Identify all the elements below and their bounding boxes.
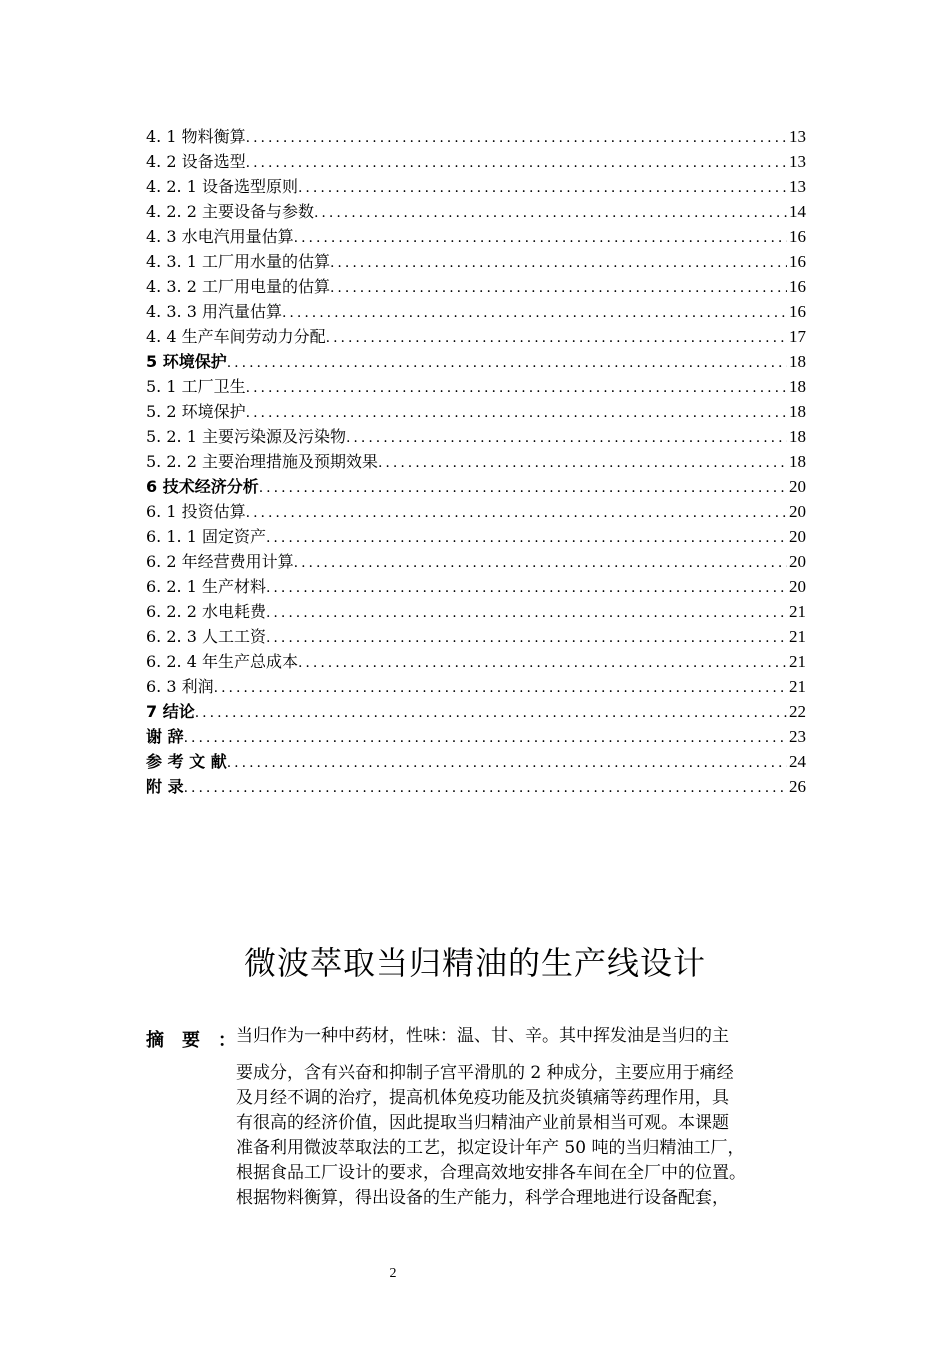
toc-entry-label: 6 技术经济分析	[146, 477, 259, 496]
toc-entry-page: 16	[789, 277, 806, 296]
toc-entry-label: 6. 2. 2 水电耗费	[146, 602, 266, 621]
toc-entry[interactable]	[146, 349, 806, 374]
table-of-contents	[146, 124, 806, 799]
toc-entry-label: 6. 2. 4 年生产总成本	[146, 652, 298, 671]
toc-dot-leader	[282, 301, 787, 326]
toc-dot-leader	[266, 601, 787, 626]
toc-entry-page: 22	[789, 702, 806, 721]
toc-entry-label: 6. 2. 1 生产材料	[146, 577, 266, 596]
toc-entry[interactable]	[146, 399, 806, 424]
document-title: 微波萃取当归精油的生产线设计	[243, 944, 706, 982]
toc-entry-page: 21	[789, 627, 806, 646]
toc-dot-leader	[214, 676, 787, 701]
toc-entry[interactable]	[146, 499, 806, 524]
abstract-line: 要成分，含有兴奋和抑制子宫平滑肌的 2 种成分，主要应用于痛经	[236, 1063, 734, 1083]
toc-dot-leader	[314, 201, 787, 226]
toc-entry-label: 4. 2. 1 设备选型原则	[146, 177, 298, 196]
toc-entry-page: 18	[789, 377, 806, 396]
toc-entry[interactable]	[146, 624, 806, 649]
abstract-line: 当归作为一种中药材，性味：温、甘、辛。其中挥发油是当归的主	[236, 1026, 729, 1046]
toc-dot-leader	[246, 401, 787, 426]
toc-entry-label: 5. 2. 2 主要治理措施及预期效果	[146, 452, 378, 471]
toc-entry[interactable]	[146, 299, 806, 324]
toc-entry-page: 20	[789, 552, 806, 571]
toc-entry-label: 5 环境保护	[146, 352, 227, 371]
toc-entry[interactable]	[146, 199, 806, 224]
toc-entry-page: 24	[789, 752, 806, 771]
toc-dot-leader	[346, 426, 787, 451]
toc-entry[interactable]	[146, 424, 806, 449]
abstract-line: 及月经不调的治疗，提高机体免疫功能及抗炎镇痛等药理作用，具	[236, 1088, 729, 1108]
toc-entry-page: 18	[789, 352, 806, 371]
toc-entry-page: 21	[789, 652, 806, 671]
toc-dot-leader	[227, 351, 787, 376]
toc-entry-label: 6. 3 利润	[146, 677, 214, 696]
toc-dot-leader	[330, 276, 787, 301]
toc-entry[interactable]	[146, 524, 806, 549]
abstract-label: 摘要：	[146, 1030, 254, 1051]
toc-dot-leader	[330, 251, 787, 276]
toc-entry[interactable]	[146, 374, 806, 399]
toc-dot-leader	[326, 326, 787, 351]
toc-entry-page: 20	[789, 502, 806, 521]
toc-entry[interactable]	[146, 149, 806, 174]
toc-dot-leader	[246, 126, 787, 151]
toc-entry[interactable]	[146, 274, 806, 299]
abstract-line: 准备利用微波萃取法的工艺，拟定设计年产 50 吨的当归精油工厂，	[236, 1138, 745, 1158]
abstract-line: 有很高的经济价值，因此提取当归精油产业前景相当可观。本课题	[236, 1113, 729, 1133]
toc-entry[interactable]	[146, 249, 806, 274]
toc-dot-leader	[294, 226, 787, 251]
toc-entry-page: 21	[789, 677, 806, 696]
toc-dot-leader	[246, 376, 787, 401]
toc-entry-page: 16	[789, 302, 806, 321]
toc-entry[interactable]	[146, 549, 806, 574]
toc-dot-leader	[227, 751, 787, 776]
toc-entry[interactable]	[146, 449, 806, 474]
toc-entry[interactable]	[146, 174, 806, 199]
toc-entry-page: 14	[789, 202, 806, 221]
toc-entry[interactable]	[146, 124, 806, 149]
toc-dot-leader	[184, 726, 787, 751]
toc-entry-page: 18	[789, 402, 806, 421]
toc-dot-leader	[298, 176, 787, 201]
toc-dot-leader	[259, 476, 787, 501]
toc-entry-label: 谢 辞	[146, 727, 184, 746]
toc-dot-leader	[246, 151, 787, 176]
toc-entry-page: 18	[789, 427, 806, 446]
toc-entry[interactable]	[146, 699, 806, 724]
toc-dot-leader	[298, 651, 787, 676]
toc-entry-label: 5. 2. 1 主要污染源及污染物	[146, 427, 346, 446]
toc-dot-leader	[266, 526, 787, 551]
toc-entry-page: 16	[789, 252, 806, 271]
toc-entry-label: 附 录	[146, 777, 184, 796]
toc-entry-label: 5. 1 工厂卫生	[146, 377, 246, 396]
toc-dot-leader	[294, 551, 787, 576]
toc-entry-page: 13	[789, 127, 806, 146]
toc-entry-label: 参 考 文 献	[146, 752, 227, 771]
toc-entry-label: 4. 3. 3 用汽量估算	[146, 302, 282, 321]
toc-dot-leader	[378, 451, 787, 476]
toc-entry[interactable]	[146, 649, 806, 674]
toc-entry-page: 17	[789, 327, 806, 346]
toc-entry-label: 6. 2 年经营费用计算	[146, 552, 294, 571]
page-number: 2	[389, 1266, 397, 1281]
toc-entry[interactable]	[146, 749, 806, 774]
toc-entry[interactable]	[146, 599, 806, 624]
toc-entry-label: 4. 3. 2 工厂用电量的估算	[146, 277, 330, 296]
toc-entry-page: 20	[789, 477, 806, 496]
toc-entry-label: 6. 2. 3 人工工资	[146, 627, 266, 646]
toc-entry-page: 18	[789, 452, 806, 471]
toc-entry-label: 4. 2 设备选型	[146, 152, 246, 171]
toc-entry-label: 4. 4 生产车间劳动力分配	[146, 327, 326, 346]
abstract-line: 根据食品工厂设计的要求，合理高效地安排各车间在全厂中的位置。	[236, 1163, 746, 1183]
toc-entry[interactable]	[146, 224, 806, 249]
toc-entry-label: 4. 2. 2 主要设备与参数	[146, 202, 314, 221]
toc-dot-leader	[195, 701, 787, 726]
toc-entry-label: 5. 2 环境保护	[146, 402, 246, 421]
toc-dot-leader	[184, 776, 787, 801]
abstract-line: 根据物料衡算，得出设备的生产能力，科学合理地进行设备配套，	[236, 1188, 729, 1208]
toc-entry-page: 20	[789, 577, 806, 596]
toc-entry-page: 13	[789, 177, 806, 196]
toc-entry-label: 6. 1 投资估算	[146, 502, 246, 521]
toc-entry[interactable]	[146, 474, 806, 499]
toc-entry-label: 4. 1 物料衡算	[146, 127, 246, 146]
toc-entry[interactable]	[146, 324, 806, 349]
toc-entry-page: 26	[789, 777, 806, 796]
toc-entry-page: 21	[789, 602, 806, 621]
toc-entry-page: 20	[789, 527, 806, 546]
toc-entry[interactable]	[146, 774, 806, 799]
toc-dot-leader	[266, 626, 787, 651]
toc-entry-page: 13	[789, 152, 806, 171]
toc-entry-label: 4. 3 水电汽用量估算	[146, 227, 294, 246]
toc-dot-leader	[246, 501, 787, 526]
toc-entry[interactable]	[146, 574, 806, 599]
abstract-body	[236, 1024, 836, 1211]
toc-entry[interactable]	[146, 724, 806, 749]
toc-entry-page: 16	[789, 227, 806, 246]
toc-entry-label: 7 结论	[146, 702, 195, 721]
toc-entry[interactable]	[146, 674, 806, 699]
toc-entry-label: 4. 3. 1 工厂用水量的估算	[146, 252, 330, 271]
toc-entry-page: 23	[789, 727, 806, 746]
toc-dot-leader	[266, 576, 787, 601]
toc-entry-label: 6. 1. 1 固定资产	[146, 527, 266, 546]
